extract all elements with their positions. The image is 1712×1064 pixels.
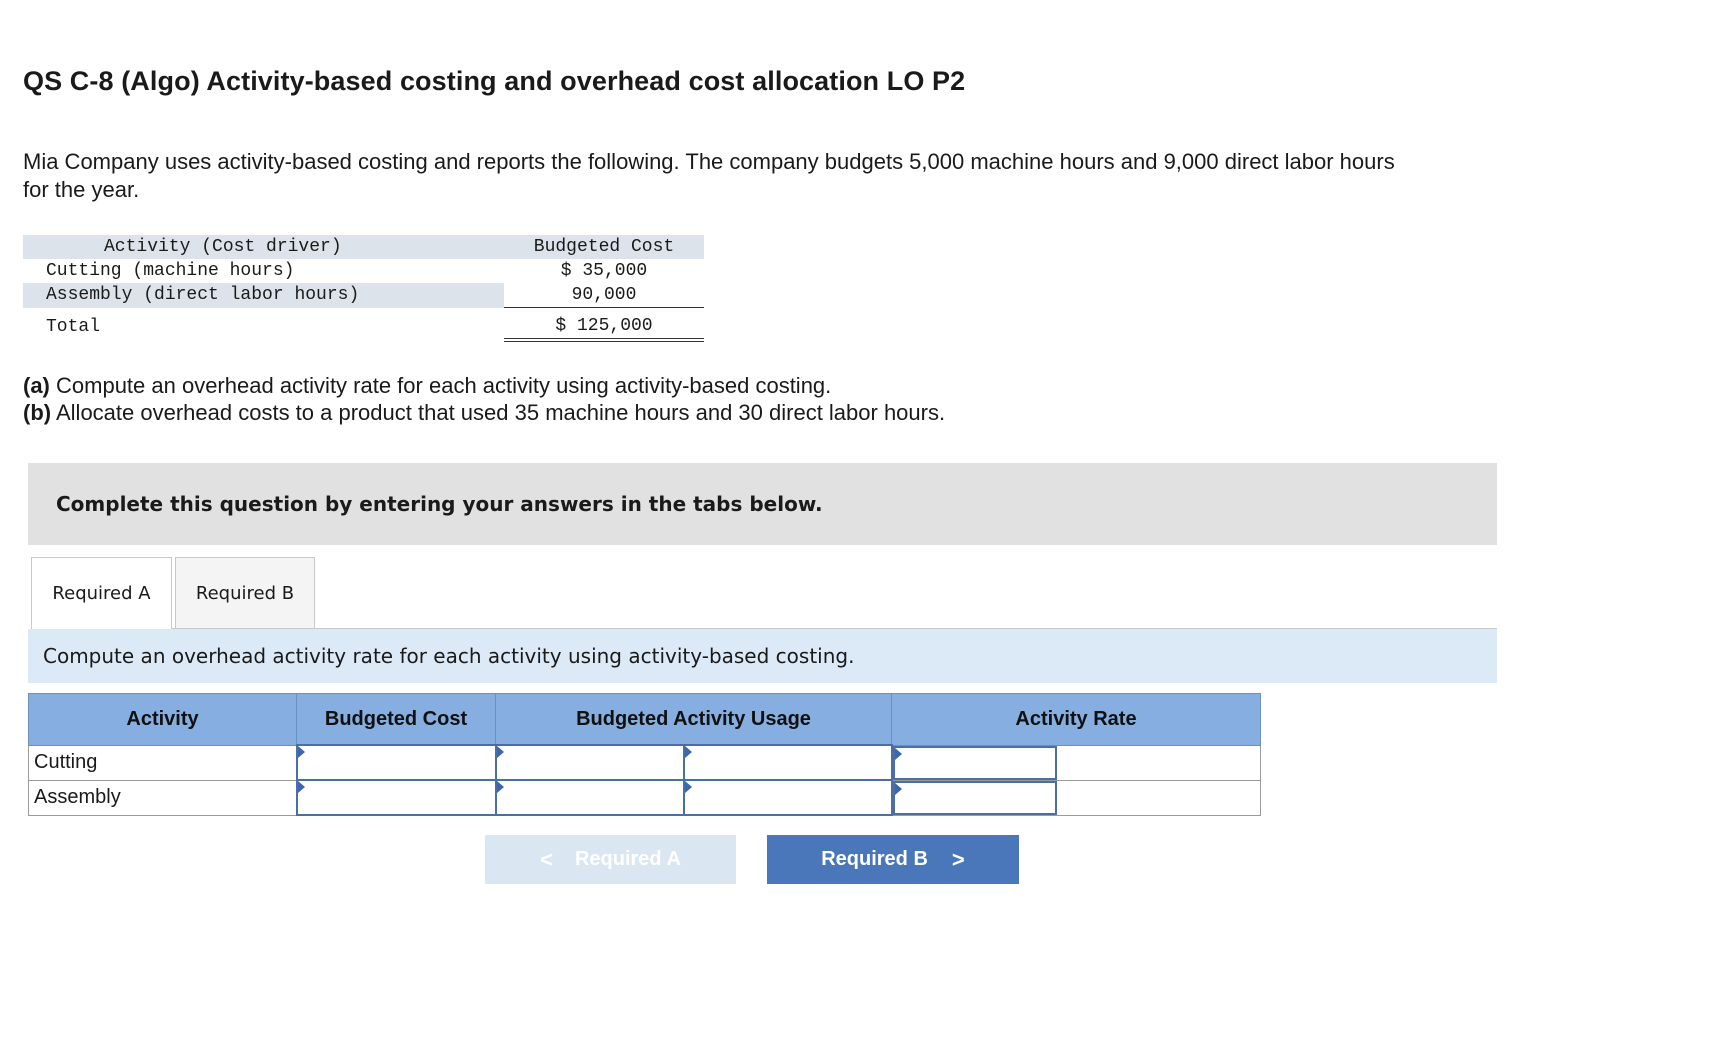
cutting-usage-unit-input[interactable]: [684, 745, 892, 780]
assembly-usage-field[interactable]: [497, 781, 683, 814]
given-row: [23, 259, 704, 283]
given-header-activity: Activity (Cost driver): [23, 235, 504, 259]
next-required-b-button[interactable]: [767, 835, 1019, 884]
header-activity-rate: Activity Rate: [892, 694, 1261, 746]
previous-required-a-button[interactable]: [485, 835, 736, 884]
given-header-cost: Budgeted Cost: [504, 235, 704, 259]
previous-button-label: Required A: [574, 848, 681, 870]
page-title: QS C-8 (Algo) Activity-based costing and overhead cost allocation LO P2: [23, 66, 966, 96]
requirement-b-tag: (b): [23, 400, 52, 425]
cutting-rate-input[interactable]: [893, 746, 1057, 780]
given-total-cost: $ 125,000: [504, 308, 704, 341]
tab-required-b[interactable]: Required B: [175, 557, 315, 629]
assembly-rate-field[interactable]: [895, 783, 1055, 813]
answer-table: [28, 693, 1261, 816]
cutting-usage-unit-field[interactable]: [685, 746, 891, 779]
requirement-b: [23, 399, 945, 426]
given-total-row: [23, 308, 704, 341]
answer-header-row: [29, 694, 1261, 746]
cutting-rate-cell: [892, 745, 1261, 780]
tab-instruction: Compute an overhead activity rate for each activity using activity-based costing.: [28, 629, 1497, 683]
instructions-banner: Complete this question by entering your answers in the tabs below.: [28, 463, 1497, 545]
assembly-rate-input[interactable]: [893, 781, 1057, 815]
next-button-label: Required B: [821, 848, 928, 870]
tab-required-a[interactable]: Required A: [31, 557, 172, 630]
table-row: [29, 745, 1261, 780]
header-budgeted-cost: Budgeted Cost: [297, 694, 496, 746]
requirements: [23, 372, 945, 426]
chevron-right-icon: >: [951, 846, 965, 872]
given-row-cost: 90,000: [504, 283, 704, 308]
assembly-budgeted-cost-input[interactable]: [297, 780, 496, 815]
row-label-cutting: Cutting: [29, 745, 297, 780]
given-row-activity: Assembly (direct labor hours): [23, 283, 504, 308]
assembly-usage-unit-input[interactable]: [684, 780, 892, 815]
header-budgeted-activity-usage: Budgeted Activity Usage: [496, 694, 892, 746]
given-header-row: [23, 235, 704, 259]
row-label-assembly: Assembly: [29, 780, 297, 815]
assembly-rate-unit-cell: [1057, 781, 1261, 815]
cutting-rate-unit-cell: [1057, 746, 1261, 780]
assembly-rate-cell: [892, 780, 1261, 815]
cutting-budgeted-cost-field[interactable]: [298, 746, 495, 779]
requirement-a: [23, 372, 945, 399]
cutting-usage-input[interactable]: [496, 745, 684, 780]
given-row-activity: Cutting (machine hours): [46, 261, 295, 281]
table-row: [29, 780, 1261, 815]
given-row-cost: $ 35,000: [560, 261, 648, 281]
header-activity: Activity: [29, 694, 297, 746]
assembly-usage-unit-field[interactable]: [685, 781, 891, 814]
given-data-table: [23, 235, 704, 342]
assembly-budgeted-cost-field[interactable]: [298, 781, 495, 814]
cutting-budgeted-cost-input[interactable]: [297, 745, 496, 780]
cutting-rate-field[interactable]: [895, 748, 1055, 778]
chevron-left-icon: <: [540, 846, 553, 872]
requirement-a-text: Compute an overhead activity rate for each activity using activity-based costing.: [49, 373, 832, 398]
problem-intro: Mia Company uses activity-based costing and reports the following. The company budgets 5,000 machine hours and 9,000 direct labor hours for the year.: [23, 149, 1395, 202]
requirement-b-text: Allocate overhead costs to a product that used 35 machine hours and 30 direct labor hours.: [51, 400, 946, 425]
assembly-usage-input[interactable]: [496, 780, 684, 815]
given-row: [23, 283, 704, 308]
cutting-usage-field[interactable]: [497, 746, 683, 779]
requirement-a-tag: (a): [23, 373, 50, 398]
given-total-label: Total: [46, 316, 101, 337]
